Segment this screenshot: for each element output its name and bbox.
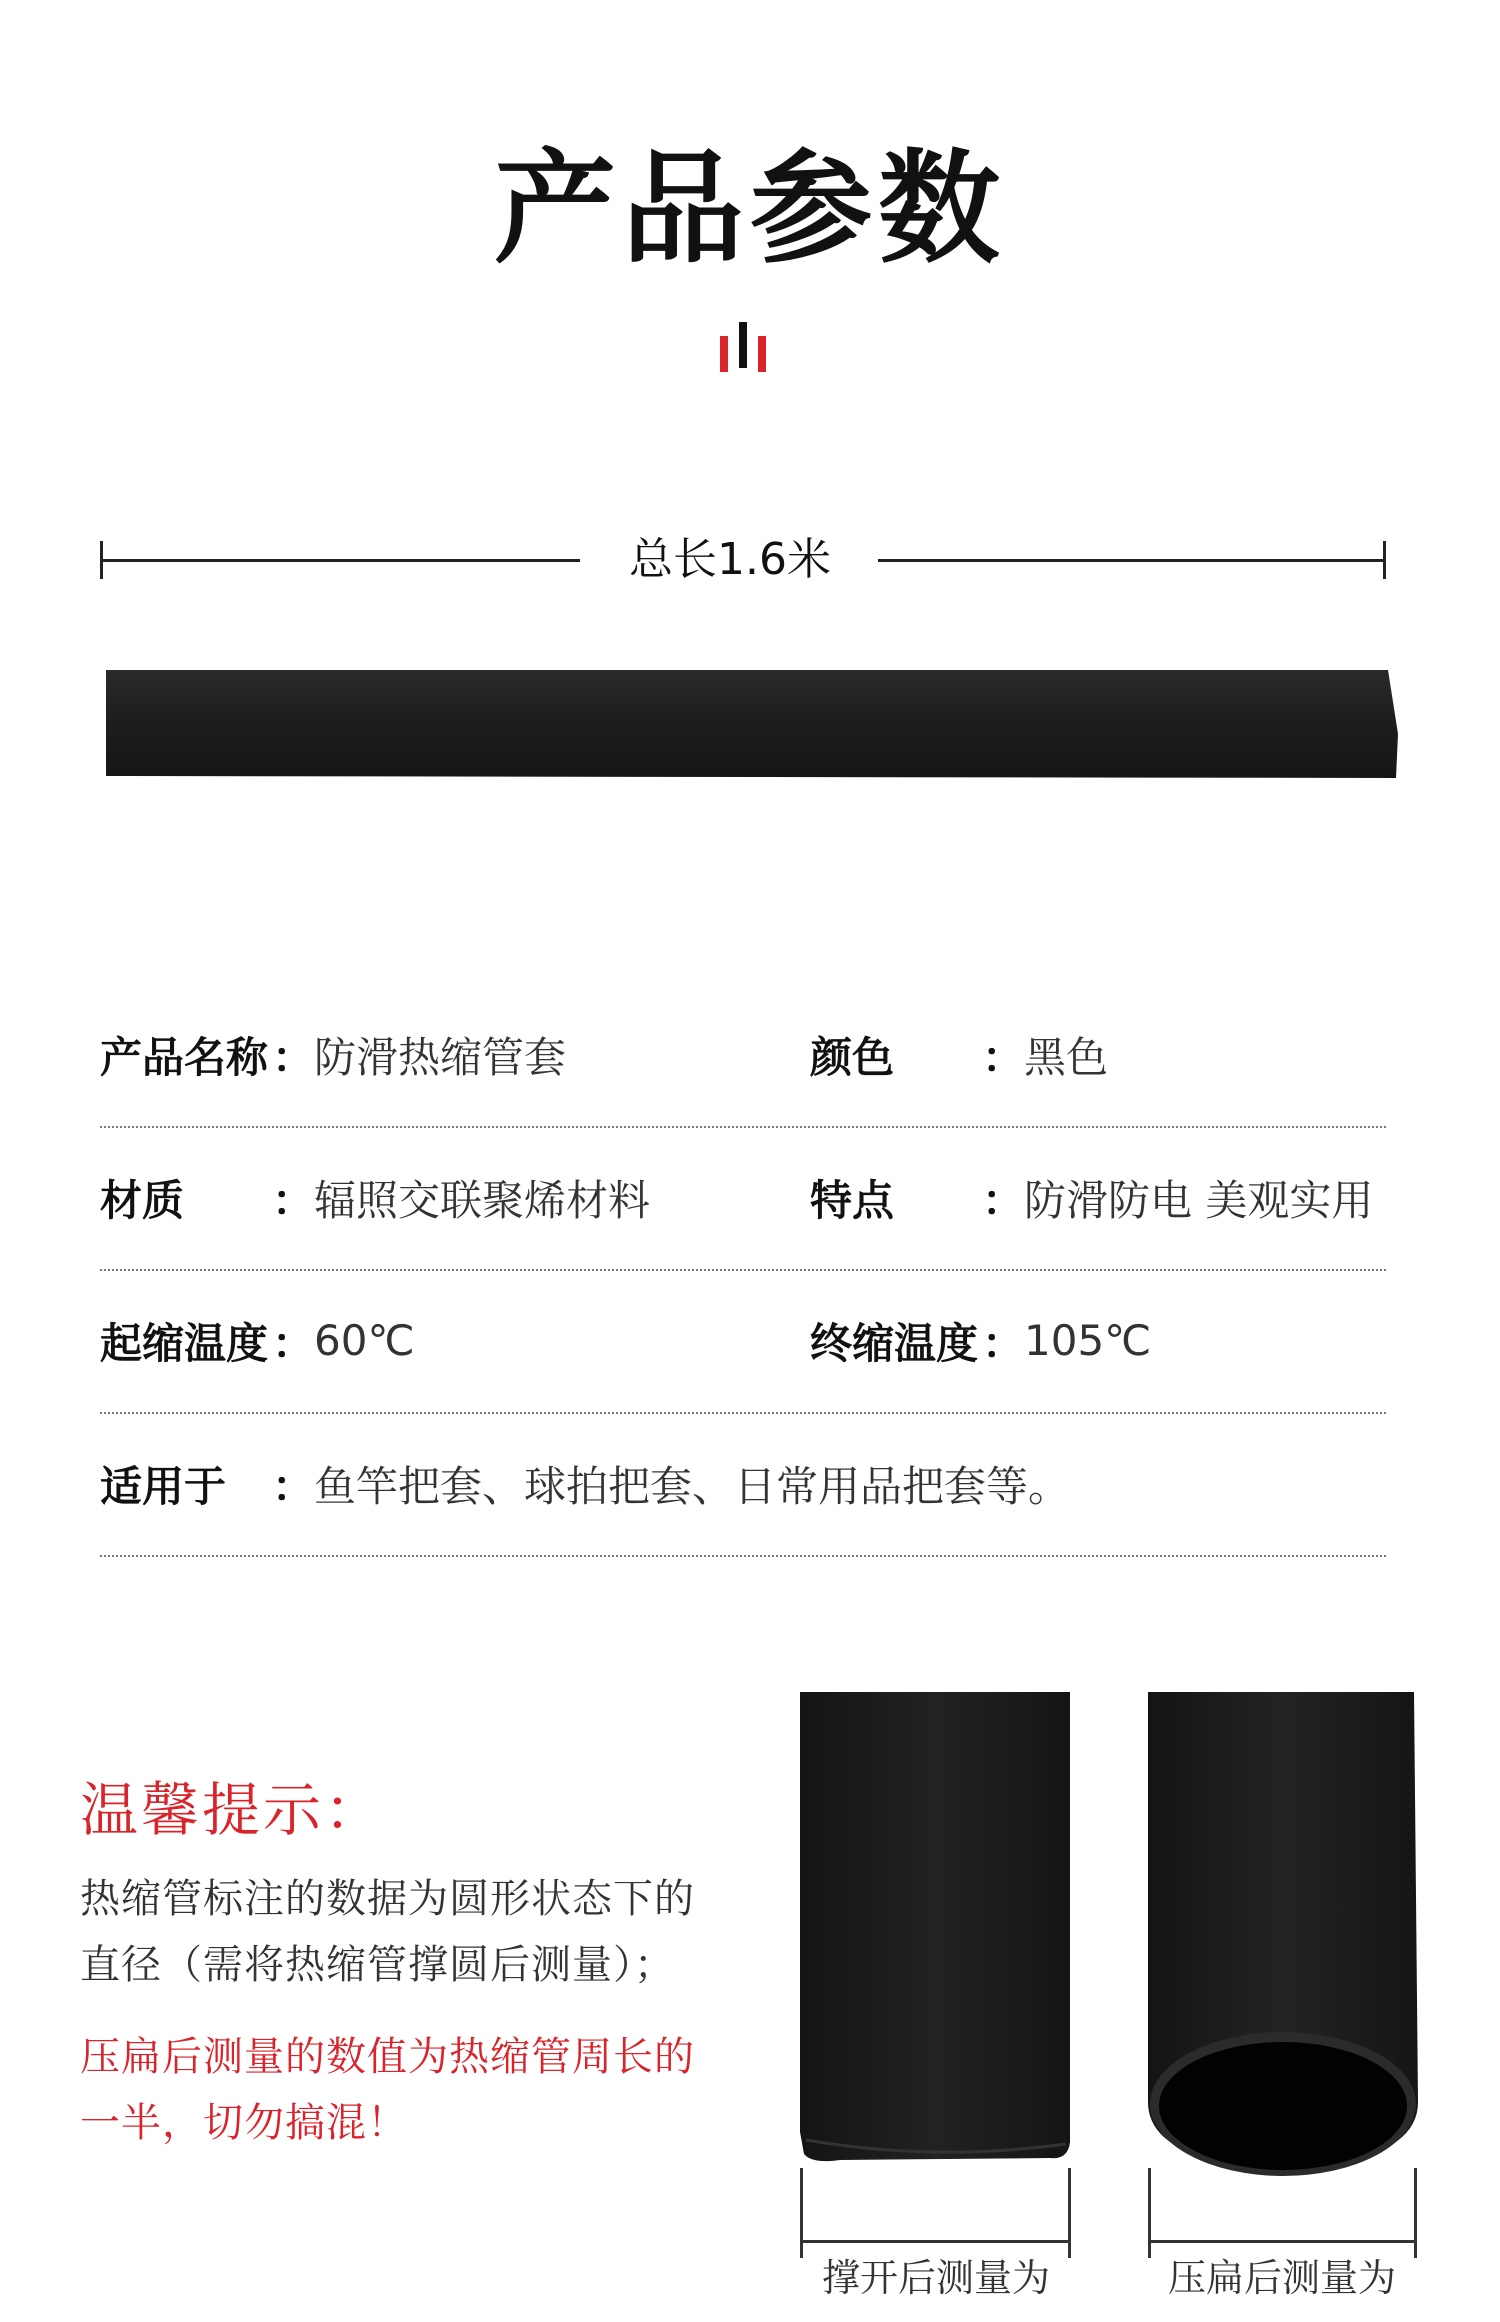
param-material: 材质 ： 辐照交联聚烯材料 (100, 1126, 650, 1269)
round-tube-image (1148, 1692, 1418, 2182)
title-accent-icon (718, 322, 768, 374)
param-value: 黑色 (1024, 1032, 1109, 1082)
param-feature: 特点 ： 防滑防电 美观实用 (810, 1126, 1373, 1269)
measure-bracket-right-h (1148, 2240, 1417, 2243)
param-key: 材质 (100, 1175, 185, 1225)
tips-warning-line: 压扁后测量的数值为热缩管周长的 (80, 2034, 695, 2080)
param-value: 60℃ (314, 1316, 415, 1365)
tips-line: 直径（需将热缩管撑圆后测量）； (80, 1942, 675, 1988)
measure-bracket-left-v2 (1068, 2168, 1071, 2258)
param-key: 颜色 (810, 1032, 895, 1082)
tips-line: 热缩管标注的数据为圆形状态下的 (80, 1876, 695, 1922)
length-label: 总长1.6米 (629, 534, 831, 585)
param-key: 终缩温度 (810, 1318, 979, 1368)
length-line-left (100, 559, 580, 562)
param-row-4 (100, 1412, 1386, 1557)
measure-bracket-left-v1 (800, 2168, 803, 2258)
param-value: 105℃ (1024, 1316, 1152, 1365)
param-row-2 (100, 1126, 1386, 1271)
param-value: 鱼竿把套、球拍把套、日常用品把套等。 (314, 1461, 1071, 1511)
measure-bracket-left-h (800, 2240, 1071, 2243)
param-value: 防滑防电 美观实用 (1024, 1175, 1374, 1225)
param-key: 特点 (810, 1175, 895, 1225)
param-color: 颜色 ： 黑色 (810, 983, 1108, 1126)
param-key: 起缩温度 (100, 1318, 269, 1368)
param-value: 辐照交联聚烯材料 (314, 1175, 651, 1225)
flat-tube-image (800, 1692, 1070, 2164)
measure-bracket-right-v1 (1148, 2168, 1151, 2258)
measure-bracket-right-v2 (1414, 2168, 1417, 2258)
page-title: 产品参数 (494, 138, 1006, 280)
param-value: 防滑热缩管套 (314, 1032, 567, 1082)
param-usage: 适用于 ： 鱼竿把套、球拍把套、日常用品把套等。 (100, 1412, 1070, 1555)
param-row-3 (100, 1269, 1386, 1414)
tips-title: 温馨提示： (80, 1776, 386, 1844)
param-start-temp: 起缩温度 ： 60℃ (100, 1269, 415, 1412)
length-tick-right (1383, 541, 1386, 579)
param-key: 产品名称 (100, 1032, 269, 1082)
param-row-1 (100, 983, 1386, 1128)
measure-label-right: 压扁后测量为 (1167, 2256, 1396, 2300)
length-line-right (878, 559, 1386, 562)
param-name: 产品名称 ： 防滑热缩管套 (100, 983, 566, 1126)
measure-label-left: 撑开后测量为 (821, 2256, 1050, 2300)
tips-warning-line: 一半，切勿搞混！ (80, 2100, 408, 2146)
param-key: 适用于 (100, 1461, 227, 1511)
long-tube-image (106, 668, 1398, 780)
param-end-temp: 终缩温度 ： 105℃ (810, 1269, 1151, 1412)
